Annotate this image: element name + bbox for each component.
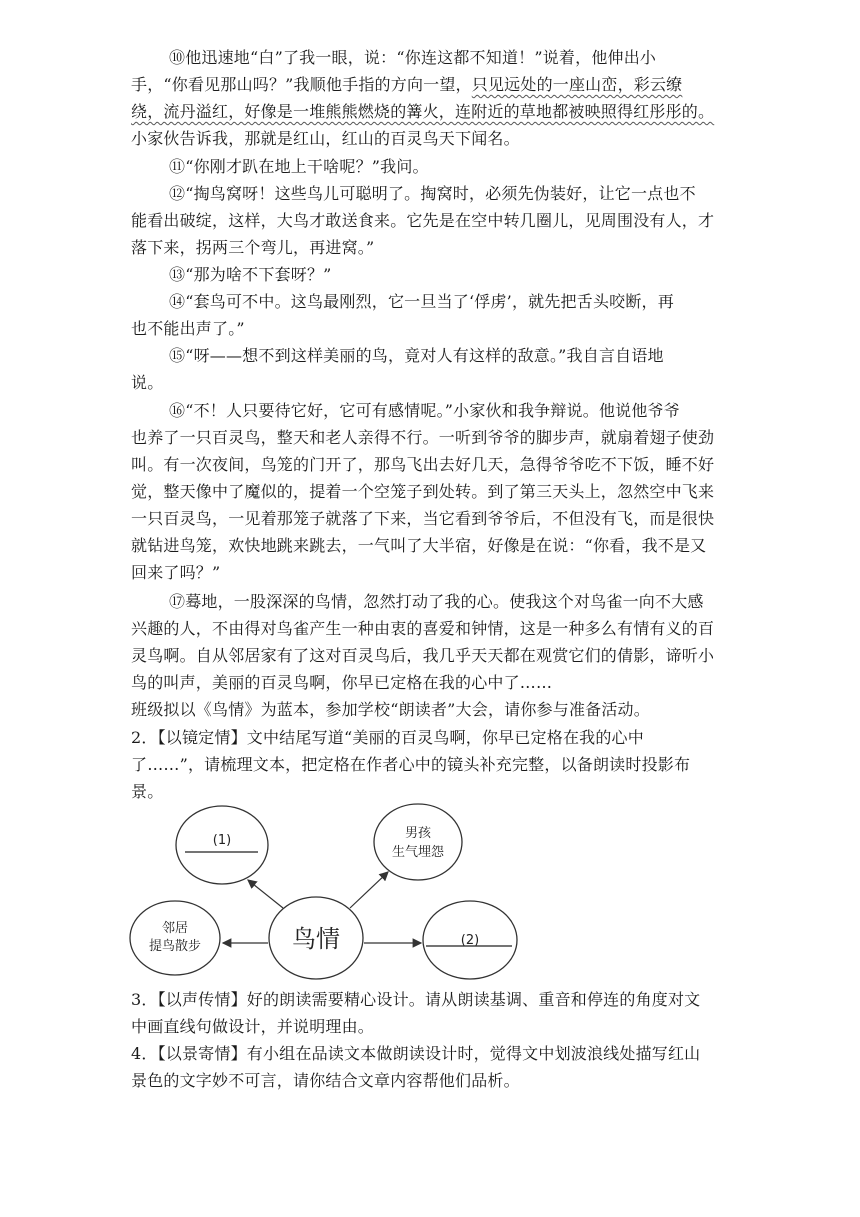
line-text: 小家伙告诉我，那就是红山，红山的百灵鸟天下闻名。 xyxy=(131,129,520,148)
neighbor-label: 邻居 xyxy=(161,921,189,936)
neighbor-walk-label: 提鸟散步 xyxy=(148,939,202,954)
circle-neighbor xyxy=(130,901,220,975)
line-text: 了……”，请梳理文本，把定格在作者心中的镜头补充完整，以备朗读时投影布 xyxy=(131,755,691,774)
text-line xyxy=(169,401,769,421)
text-line xyxy=(131,75,731,95)
text-line xyxy=(131,646,731,666)
line-text: 能看出破绽，这样，大鸟才敢送食来。它先是在空中转几圈儿，见周围没有人，才 xyxy=(131,211,715,230)
text-line xyxy=(169,157,769,177)
text-line xyxy=(169,48,769,68)
line-text: 手，“你看见那山吗？”我顺他手指的方向一望， xyxy=(131,75,472,94)
line-text: 景。 xyxy=(131,782,164,801)
text-line xyxy=(131,102,731,122)
boy-complaint-label: 生气埋怨 xyxy=(391,845,445,860)
text-line xyxy=(131,211,731,231)
wavy-underlined-text: 只见远处的一座山峦，彩云缭 xyxy=(471,75,683,94)
line-text: 觉，整天像中了魔似的，提着一个空笼子到处转。到了第三天头上，忽然空中飞来 xyxy=(131,482,715,501)
text-line xyxy=(131,482,731,502)
line-text: ⑪“你刚才趴在地上干啥呢？”我问。 xyxy=(169,157,429,176)
line-text: 3．【以声传情】好的朗读需要精心设计。请从朗读基调、重音和停连的角度对文 xyxy=(131,990,701,1009)
line-text: 一只百灵鸟，一见着那笼子就落了下来，当它看到爷爷后，不但没有飞，而是很快 xyxy=(131,509,715,528)
text-line xyxy=(169,292,769,312)
arrow-to-boy xyxy=(350,872,388,908)
line-text: ⑭“套鸟可不中。这鸟最刚烈，它一旦当了‘俘虏’，就先把舌头咬断，再 xyxy=(169,292,674,311)
center-label: 鸟情 xyxy=(292,925,340,953)
text-line xyxy=(131,782,731,802)
line-text: 说。 xyxy=(131,373,164,392)
text-line xyxy=(131,536,731,556)
text-line xyxy=(131,728,731,748)
line-text: 2．【以镜定情】文中结尾写道“美丽的百灵鸟啊，你早已定格在我的心中 xyxy=(131,728,644,747)
line-text: 鸟的叫声，美丽的百灵鸟啊，你早已定格在我的心中了…… xyxy=(131,673,553,692)
line-text: 叫。有一次夜间，鸟笼的门开了，那鸟飞出去好几天，急得爷爷吃不下饭，睡不好 xyxy=(131,455,715,474)
text-line xyxy=(131,238,731,258)
line-text: ⑰蓦地，一股深深的鸟情，忽然打动了我的心。使我这个对鸟雀一向不大感 xyxy=(169,592,704,611)
text-line xyxy=(169,265,769,285)
circle-boy xyxy=(374,804,462,880)
text-line xyxy=(131,1044,731,1064)
line-text: 中画直线句做设计，并说明理由。 xyxy=(131,1017,375,1036)
text-line xyxy=(131,1017,731,1037)
line-text: 回来了吗？” xyxy=(131,563,221,582)
line-text: 灵鸟啊。自从邻居家有了这对百灵鸟后，我几乎天天都在观赏它们的倩影，谛听小 xyxy=(131,646,715,665)
text-line xyxy=(131,755,731,775)
line-text: 也不能出声了。” xyxy=(131,319,245,338)
text-line xyxy=(131,563,731,583)
line-text: 兴趣的人，不由得对鸟雀产生一种由衷的喜爱和钟情，这是一种多么有情有义的百 xyxy=(131,619,715,638)
text-line xyxy=(131,509,731,529)
text-line xyxy=(131,129,731,149)
text-line xyxy=(131,619,731,639)
text-line xyxy=(131,1071,731,1091)
line-text: 4．【以景寄情】有小组在品读文本做朗读设计时，觉得文中划波浪线处描写红山 xyxy=(131,1044,701,1063)
line-text: 景色的文字妙不可言，请你结合文章内容帮他们品析。 xyxy=(131,1071,520,1090)
text-line xyxy=(131,428,731,448)
boy-label: 男孩 xyxy=(404,826,432,841)
line-text: ⑩他迅速地“白”了我一眼，说：“你连这都不知道！”说着，他伸出小 xyxy=(169,48,657,67)
text-line xyxy=(169,184,769,204)
text-line xyxy=(131,700,731,720)
wavy-underlined-text: 绕，流丹溢红，好像是一堆熊熊燃烧的篝火，连附近的草地都被映照得红彤彤的。 xyxy=(131,102,715,121)
blank-1-label: (1) xyxy=(212,833,232,848)
text-line xyxy=(131,319,731,339)
text-line xyxy=(131,673,731,693)
text-line xyxy=(131,373,731,393)
blank-2-label: (2) xyxy=(460,933,480,948)
line-text: 也养了一只百灵鸟，整天和老人亲得不行。一听到爷爷的脚步声，就扇着翅子使劲 xyxy=(131,428,715,447)
text-line xyxy=(169,346,769,366)
bird-affection-diagram xyxy=(120,800,540,985)
text-line xyxy=(169,592,769,612)
text-line xyxy=(131,990,731,1010)
line-text: ⑫“掏鸟窝呀！这些鸟儿可聪明了。掏窝时，必须先伪装好，让它一点也不 xyxy=(169,184,696,203)
line-text: 班级拟以《鸟情》为蓝本，参加学校“朗读者”大会，请你参与准备活动。 xyxy=(131,700,650,719)
line-text: 就钻进鸟笼，欢快地跳来跳去，一气叫了大半宿，好像是在说：“你看，我不是又 xyxy=(131,536,707,555)
line-text: ⑮“呀——想不到这样美丽的鸟，竟对人有这样的敌意。”我自言自语地 xyxy=(169,346,664,365)
line-text: ⑬“那为啥不下套呀？” xyxy=(169,265,332,284)
text-line xyxy=(131,455,731,475)
arrow-to-blank-1 xyxy=(248,880,283,908)
line-text: ⑯“不！人只要待它好，它可有感情呢。”小家伙和我争辩说。他说他爷爷 xyxy=(169,401,680,420)
line-text: 落下来，拐两三个弯儿，再进窝。” xyxy=(131,238,375,257)
